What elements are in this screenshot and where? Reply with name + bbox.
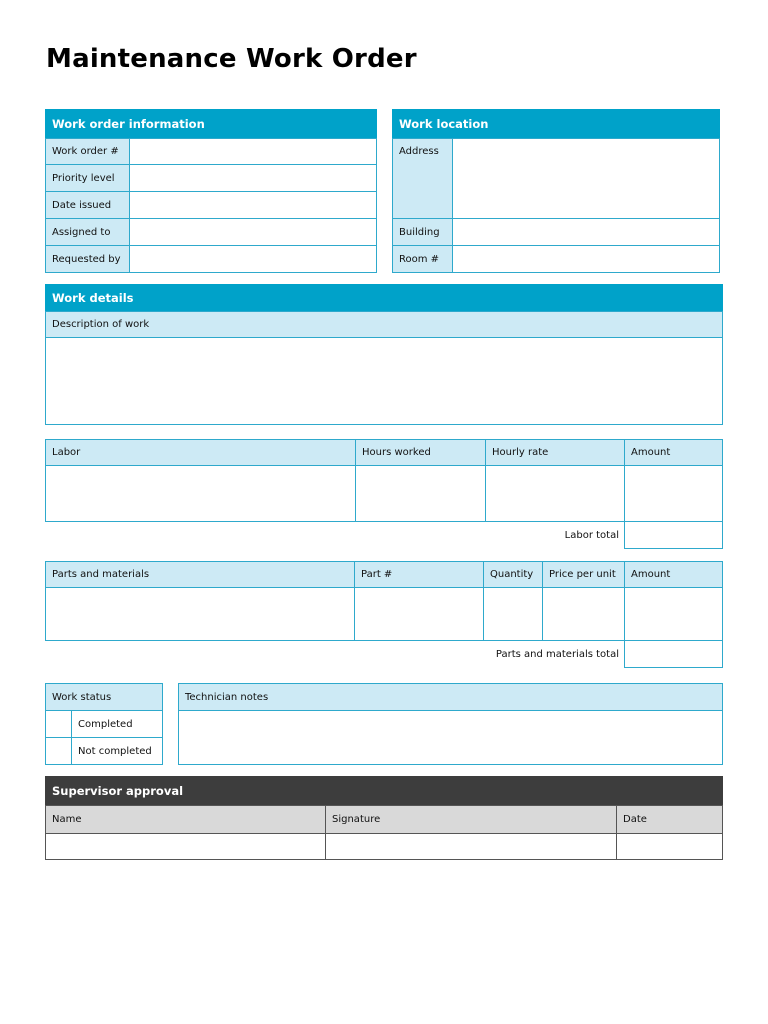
- work-order-info-header: Work order information: [45, 109, 377, 138]
- labor-column-header: Labor: [45, 439, 356, 466]
- work-order-number-label: Work order #: [45, 138, 130, 165]
- work-details-header: Work details: [45, 284, 723, 311]
- technician-notes-header: Technician notes: [178, 683, 723, 711]
- parts-amount-cell[interactable]: [624, 587, 723, 641]
- not-completed-label: Not completed: [71, 737, 163, 765]
- not-completed-checkbox[interactable]: [45, 737, 72, 765]
- supervisor-approval-header: Supervisor approval: [45, 776, 723, 806]
- page-title: Maintenance Work Order: [46, 44, 417, 74]
- building-field[interactable]: [452, 218, 720, 246]
- address-label: Address: [392, 138, 453, 219]
- requested-by-label: Requested by: [45, 245, 130, 273]
- requested-by-field[interactable]: [129, 245, 377, 273]
- priority-level-field[interactable]: [129, 164, 377, 192]
- price-per-unit-column-header: Price per unit: [542, 561, 625, 588]
- part-number-column-header: Part #: [354, 561, 484, 588]
- supervisor-signature-column-header: Signature: [325, 805, 617, 834]
- quantity-column-header: Quantity: [483, 561, 543, 588]
- priority-level-label: Priority level: [45, 164, 130, 192]
- hours-worked-column-header: Hours worked: [355, 439, 486, 466]
- date-issued-label: Date issued: [45, 191, 130, 219]
- labor-description-cell[interactable]: [45, 465, 356, 522]
- parts-total-label: Parts and materials total: [495, 649, 619, 660]
- hourly-rate-column-header: Hourly rate: [485, 439, 625, 466]
- completed-label: Completed: [71, 710, 163, 738]
- assigned-to-field[interactable]: [129, 218, 377, 246]
- labor-amount-cell[interactable]: [624, 465, 723, 522]
- work-order-number-field[interactable]: [129, 138, 377, 165]
- supervisor-name-column-header: Name: [45, 805, 326, 834]
- parts-total-field[interactable]: [624, 640, 723, 668]
- room-label: Room #: [392, 245, 453, 273]
- technician-notes-field[interactable]: [178, 710, 723, 765]
- labor-total-field[interactable]: [624, 521, 723, 549]
- hourly-rate-cell[interactable]: [485, 465, 625, 522]
- assigned-to-label: Assigned to: [45, 218, 130, 246]
- date-issued-field[interactable]: [129, 191, 377, 219]
- labor-total-label: Labor total: [564, 530, 619, 541]
- description-label: Description of work: [45, 311, 723, 338]
- labor-amount-column-header: Amount: [624, 439, 723, 466]
- building-label: Building: [392, 218, 453, 246]
- supervisor-signature-field[interactable]: [325, 833, 617, 860]
- parts-column-header: Parts and materials: [45, 561, 355, 588]
- parts-amount-column-header: Amount: [624, 561, 723, 588]
- work-location-header: Work location: [392, 109, 720, 138]
- supervisor-name-field[interactable]: [45, 833, 326, 860]
- room-field[interactable]: [452, 245, 720, 273]
- price-per-unit-cell[interactable]: [542, 587, 625, 641]
- hours-worked-cell[interactable]: [355, 465, 486, 522]
- parts-description-cell[interactable]: [45, 587, 355, 641]
- supervisor-date-field[interactable]: [616, 833, 723, 860]
- part-number-cell[interactable]: [354, 587, 484, 641]
- supervisor-date-column-header: Date: [616, 805, 723, 834]
- completed-checkbox[interactable]: [45, 710, 72, 738]
- work-status-header: Work status: [45, 683, 163, 711]
- description-field[interactable]: [45, 337, 723, 425]
- quantity-cell[interactable]: [483, 587, 543, 641]
- address-field[interactable]: [452, 138, 720, 219]
